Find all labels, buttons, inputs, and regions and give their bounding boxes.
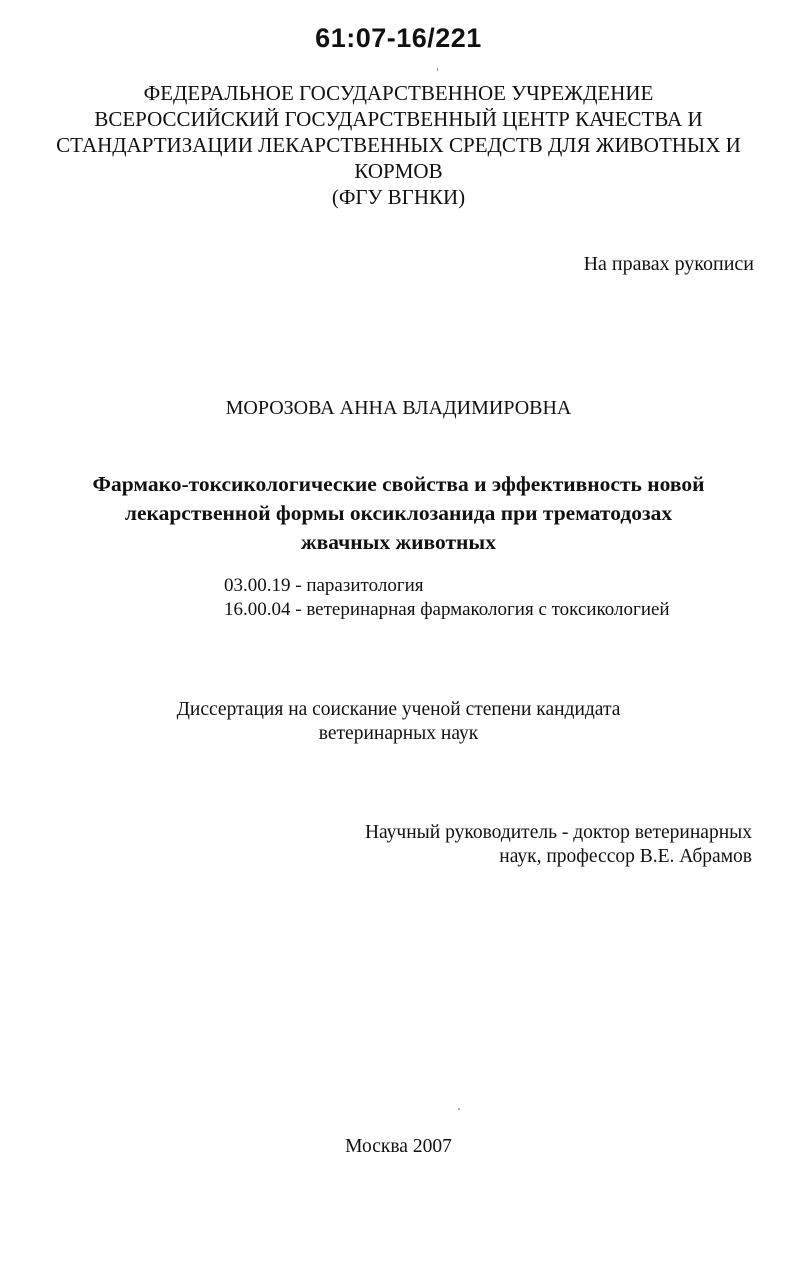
title-line: лекарственной формы оксиклозанида при трематодозах (124, 501, 673, 525)
institution-line: СТАНДАРТИЗАЦИИ ЛЕКАРСТВЕННЫХ СРЕДСТВ ДЛЯ ЖИВОТНЫХ И (56, 133, 741, 157)
title-line: жвачных животных (301, 530, 496, 554)
catalog-stamp: 61:07-16/221 (315, 23, 482, 53)
author-name: МОРОЗОВА АННА ВЛАДИМИРОВНА (225, 397, 572, 419)
institution-line: КОРМОВ (354, 159, 443, 183)
scan-speck (458, 1108, 460, 1110)
degree-statement (0, 698, 797, 746)
specialty-item: 16.00.04 - ветеринарная фармакология с токсикологией (224, 599, 670, 620)
rights-note: На правах рукописи (583, 253, 754, 275)
supervisor-line: наук, профессор В.Е. Абрамов (499, 846, 752, 867)
degree-line: Диссертация на соискание ученой степени кандидата (176, 699, 621, 720)
specialty-codes (224, 574, 670, 622)
institution-line: ВСЕРОССИЙСКИЙ ГОСУДАРСТВЕННЫЙ ЦЕНТР КАЧЕСТВА И (94, 107, 703, 131)
place-and-year: Москва 2007 (345, 1136, 452, 1157)
scan-speck (437, 68, 438, 71)
title-line: Фармако-токсикологические свойства и эффективность новой (92, 472, 705, 496)
institution-header (0, 80, 797, 210)
supervisor-line: Научный руководитель - доктор ветеринарных (364, 822, 752, 843)
dissertation-title (0, 470, 797, 557)
specialty-item: 03.00.19 - паразитология (224, 575, 424, 596)
degree-line: ветеринарных наук (318, 723, 479, 744)
institution-abbreviation: (ФГУ ВГНКИ) (331, 185, 466, 209)
scientific-supervisor (365, 821, 752, 869)
institution-line: ФЕДЕРАЛЬНОЕ ГОСУДАРСТВЕННОЕ УЧРЕЖДЕНИЕ (143, 81, 654, 105)
